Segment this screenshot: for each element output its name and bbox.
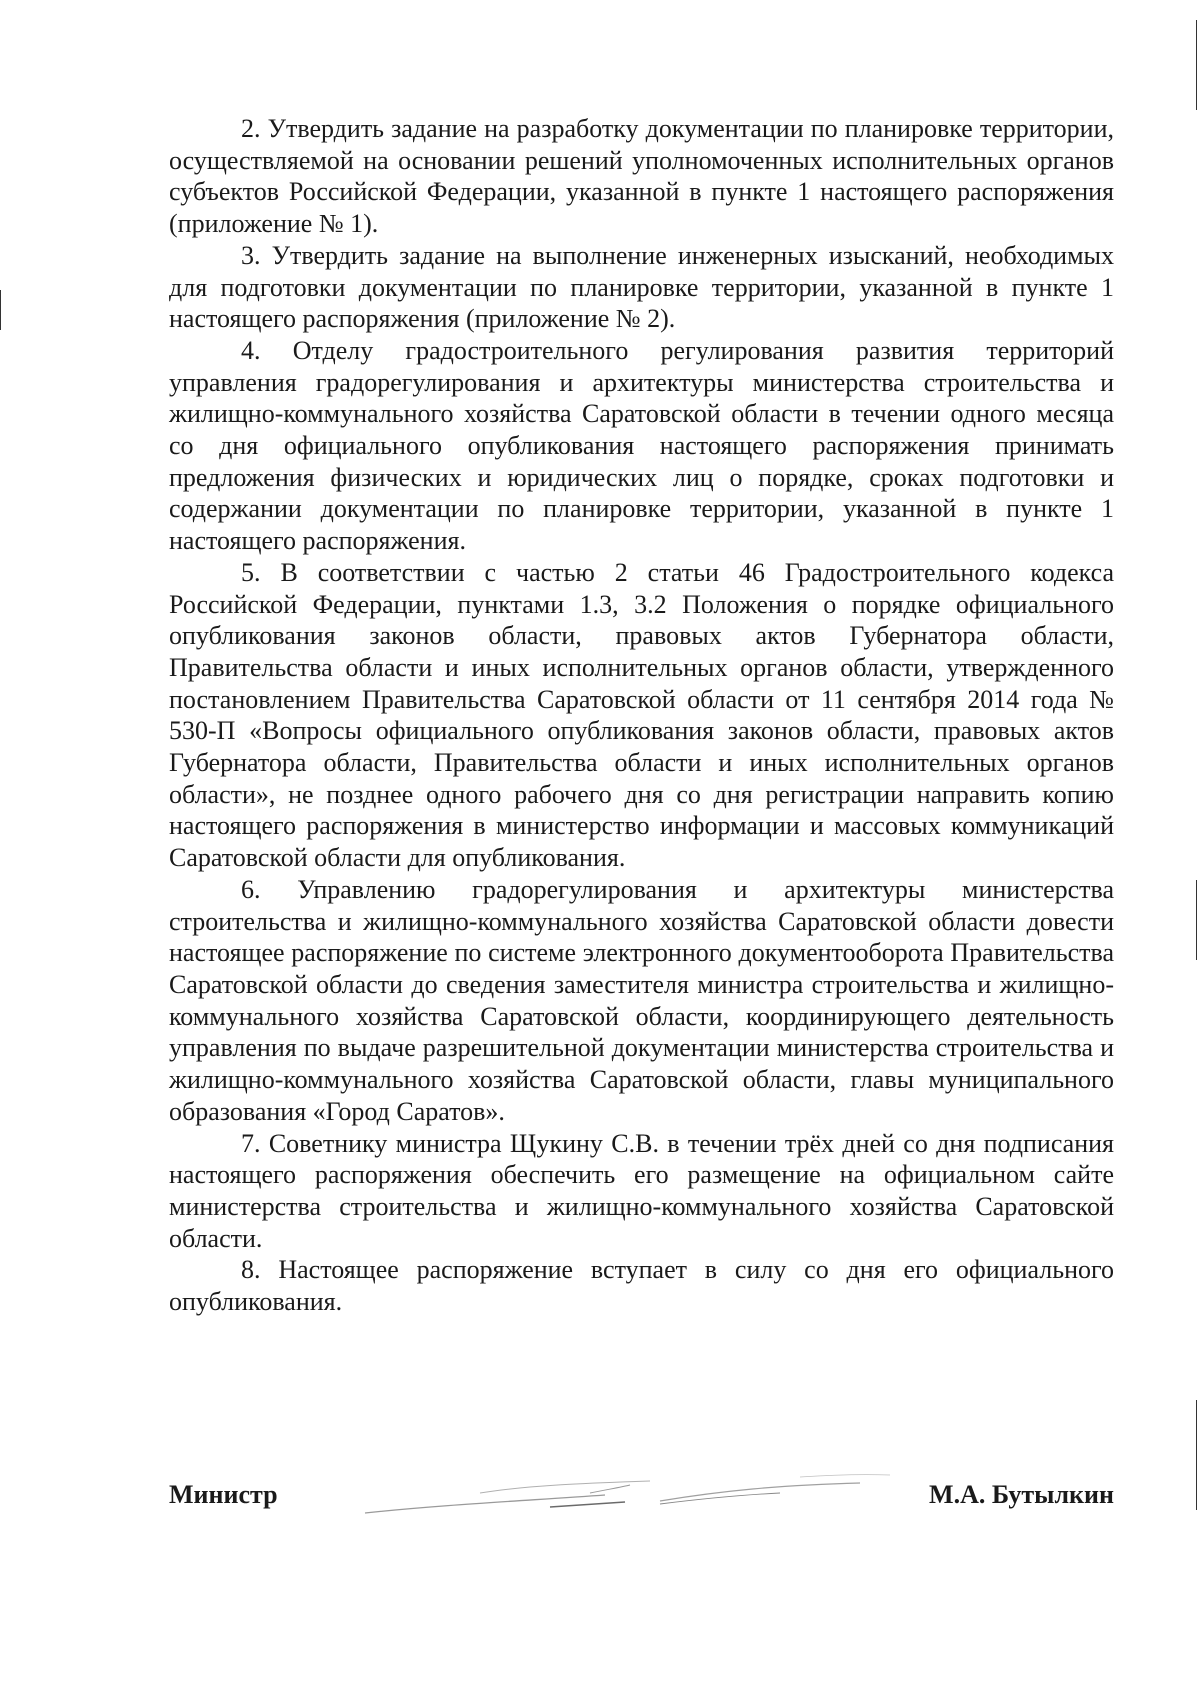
paragraph-6: [169, 874, 1114, 1128]
paragraph-8: [169, 1254, 1114, 1317]
paragraph-text: Утвердить задание на выполнение инженерных изысканий, необходимых для подготовки документации по планировке территории, указанной в пункте 1 настоящего распоряжения (приложение № 2).: [169, 240, 1115, 334]
scan-edge-mark: [1196, 1400, 1197, 1510]
paragraph-5: [169, 557, 1114, 874]
scan-edge-mark: [0, 290, 1, 330]
paragraph-number: 7.: [241, 1128, 261, 1158]
paragraph-number: 2.: [241, 114, 261, 143]
paragraph-text: Отделу градостроительного регулирования развития территорий управления градорегулирования и архитектуры министерства строительства и жилищно-коммунального хозяйства Саратовской области в течении одного месяца со дня официального опубликования настоящего распоряжения принимать предложения физических и юридических лиц о порядке, сроках подготовки и содержании документации по планировке территории, указанной в пункте 1 настоящего распоряжения.: [169, 335, 1115, 556]
signature-block: [169, 1480, 1114, 1540]
paragraph-number: 6.: [241, 874, 261, 904]
paragraph-text: Управлению градорегулирования и архитектуры министерства строительства и жилищно-коммунального хозяйства Саратовской области довести настоящее распоряжение по системе электронного документооборота Правительства Саратовской области до сведения заместителя министра строительства и жилищно-коммунального хозяйства Саратовской области, координирующего деятельность управления по выдаче разрешительной документации министерства строительства и жилищно-коммунального хозяйства Саратовской области, главы муниципального образования «Город Саратов».: [169, 874, 1114, 1126]
paragraph-4: [169, 335, 1114, 557]
signatory-title: Министр: [169, 1480, 278, 1509]
paragraph-text: Утвердить задание на разработку документации по планировке территории, осуществляемой на основании решений уполномоченных исполнительных органов субъектов Российской Федерации, указанной в пункте 1 настоящего распоряжения (приложение № 1).: [169, 114, 1114, 239]
scan-edge-mark: [1196, 880, 1197, 960]
paragraph-3: [169, 240, 1114, 335]
scan-edge-mark: [1196, 20, 1197, 110]
paragraph-number: 3.: [241, 240, 261, 270]
signatory-name: М.А. Бутылкин: [929, 1480, 1114, 1509]
paragraph-2: [169, 113, 1114, 240]
paragraph-text: В соответствии с частью 2 статьи 46 Градостроительного кодекса Российской Федерации, пунктами 1.3, 3.2 Положения о порядке официального опубликования законов области, правовых актов Губернатора области, Правительства области и иных исполнительных органов области, утвержденного постановлением Правительства Саратовской области от 11 сентября 2014 года № 530-П «Вопросы официального опубликования законов области, правовых актов Губернатора области, Правительства области и иных исполнительных органов области», не позднее одного рабочего дня со дня регистрации направить копию настоящего распоряжения в министерство информации и массовых коммуникаций Саратовской области для опубликования.: [169, 557, 1115, 873]
paragraph-number: 4.: [241, 335, 261, 365]
paragraph-text: Советнику министра Щукину С.В. в течении трёх дней со дня подписания настоящего распоряжения обеспечить его размещение на официальном сайте министерства строительства и жилищно-коммунального хозяйства Саратовской области.: [169, 1128, 1115, 1253]
paragraph-number: 8.: [241, 1255, 261, 1285]
paragraph-7: [169, 1128, 1114, 1255]
paragraph-text: Настоящее распоряжение вступает в силу со дня его официального опубликования.: [169, 1255, 1114, 1317]
paragraph-number: 5.: [241, 557, 261, 587]
document-body: [169, 113, 1114, 1318]
